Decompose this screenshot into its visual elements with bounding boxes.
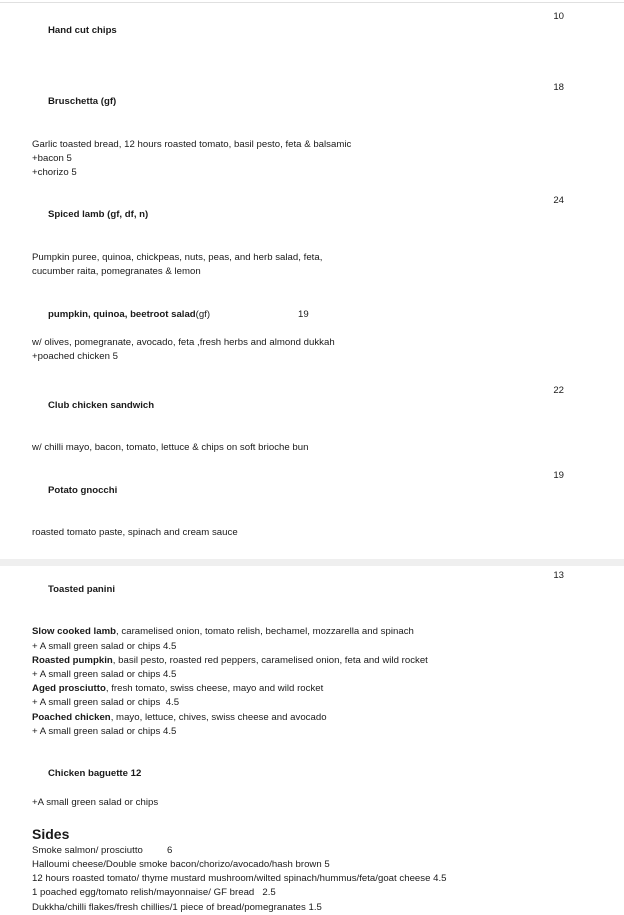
item-price: 19 [298,308,309,320]
item-name: Bruschetta (gf) [48,96,117,108]
sides-line: Smoke salmon/ prosciutto 6 [32,844,173,856]
panini-variant [32,682,592,696]
item-description: roasted tomato paste, spinach and cream sauce [32,527,238,539]
spacer [32,455,592,469]
page-bottom-divider [0,559,624,566]
spacer [32,364,592,384]
item-name: Toasted panini [48,583,115,595]
item-name: Spiced lamb (gf, df, n) [48,209,149,221]
spacer [32,541,592,561]
panini-variant-lead: Poached chicken [32,711,111,723]
sides-line: 1 poached egg/tomato relish/mayonnaise/ GF bread 2.5 [32,887,276,899]
item-description: cucumber raita, pomegranates & lemon [32,266,201,278]
item-price: 18 [553,81,564,93]
spacer [32,67,592,81]
panini-variant-rest: , caramelised onion, tomato relish, bechamel, mozzarella and spinach [116,626,414,638]
spacer [32,279,592,293]
sides-line: Halloumi cheese/Double smoke bacon/chorizo/avocado/hash brown 5 [32,858,330,870]
item-price: 24 [553,195,564,207]
menu-item-club-chicken-sandwich [32,384,592,441]
panini-variant [32,654,592,668]
menu-item-potato-gnocchi [32,469,592,526]
panini-variant-side: + A small green salad or chips 4.5 [32,697,180,709]
item-price: 13 [553,569,564,581]
panini-variant [32,625,592,639]
spacer [32,739,592,753]
menu-item-chicken-baguette [32,753,592,796]
menu-item-spiced-lamb [32,194,592,251]
item-price: 19 [553,470,564,482]
spacer [32,180,592,194]
panini-variant-rest: , basil pesto, roasted red peppers, caramelised onion, feta and wild rocket [112,654,428,666]
sides-line: 12 hours roasted tomato/ thyme mustard mushroom/wilted spinach/hummus/feta/goat cheese 4.5 [32,873,447,885]
item-addon: +poached chicken 5 [32,351,118,363]
sides-section-title: Sides [32,825,70,842]
item-addon: +A small green salad or chips [32,796,159,808]
panini-variant-side: + A small green salad or chips 4.5 [32,640,177,652]
item-name: pumpkin, quinoa, beetroot salad [48,308,196,320]
menu-item-toasted-panini [32,569,592,626]
item-name: Hand cut chips [48,25,117,37]
item-price: 10 [553,11,564,22]
item-name: Potato gnocchi [48,484,118,496]
menu-content [32,10,592,915]
item-description: w/ chilli mayo, bacon, tomato, lettuce & chips on soft brioche bun [32,442,309,454]
item-price: 22 [553,385,564,397]
menu-item-pumpkin-quinoa-beetroot-salad [32,293,592,336]
page-top-divider [0,2,624,3]
spacer [32,810,592,824]
sides-line: Dukkha/chilli flakes/fresh chillies/1 piece of bread/pomegranates 1.5 [32,901,322,913]
panini-variant-rest: , mayo, lettuce, chives, swiss cheese and avocado [110,711,327,723]
panini-variant-rest: , fresh tomato, swiss cheese, mayo and wild rocket [105,683,324,695]
item-name: Club chicken sandwich [48,399,155,411]
menu-item-hand-cut-chips [32,10,592,67]
menu-item-bruschetta [32,81,592,138]
panini-variant-lead: Roasted pumpkin [32,654,113,666]
item-description: Pumpkin puree, quinoa, chickpeas, nuts, peas, and herb salad, feta, [32,252,323,264]
panini-variant-side: + A small green salad or chips 4.5 [32,668,177,680]
item-addon: +bacon 5 [32,152,72,164]
panini-variant [32,711,592,725]
item-description: w/ olives, pomegranate, avocado, feta ,fresh herbs and almond dukkah [32,337,335,349]
panini-variant-lead: Slow cooked lamb [32,626,117,638]
panini-variant-side: + A small green salad or chips 4.5 [32,725,177,737]
item-name-suffix: (gf) [195,308,211,320]
item-description: Garlic toasted bread, 12 hours roasted tomato, basil pesto, feta & balsamic [32,138,352,150]
item-addon: +chorizo 5 [32,167,77,179]
item-name: Chicken baguette 12 [48,768,142,780]
panini-variant-lead: Aged prosciutto [32,683,106,695]
